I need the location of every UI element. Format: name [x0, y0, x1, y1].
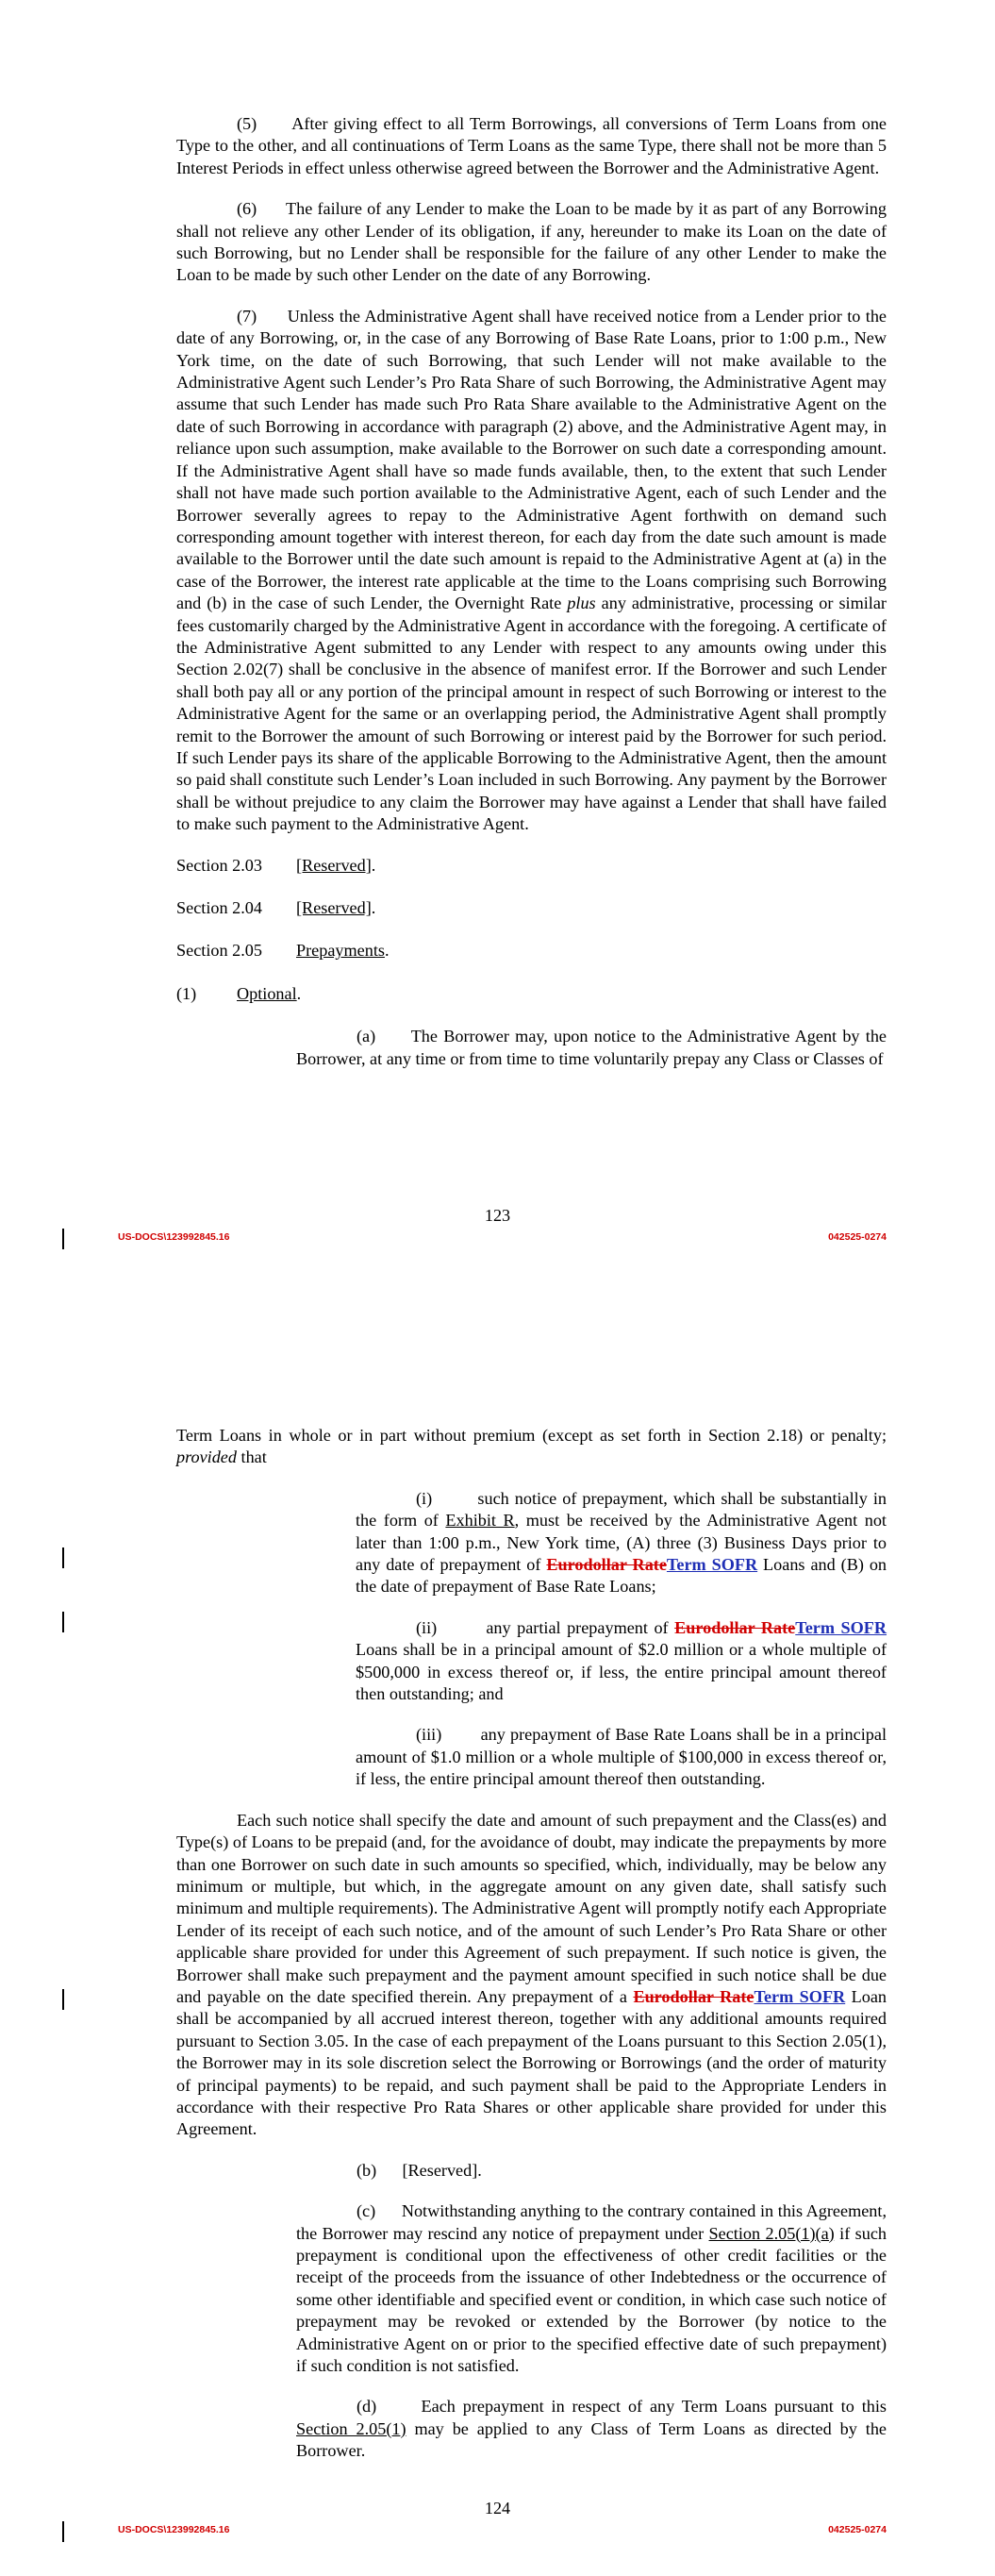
clause-label: (i): [416, 1488, 433, 1508]
deleted-text: Eurodollar Rate: [633, 1986, 755, 2006]
paragraph-d: [296, 2396, 887, 2462]
footer-matter-number: 042525-0274: [828, 1231, 887, 1243]
optional-subheading: (1) Optional.: [176, 983, 887, 1005]
inserted-text: Term SOFR: [666, 1555, 758, 1575]
clause-i: [356, 1488, 887, 1598]
subsection-title: Optional: [237, 983, 297, 1003]
page-124: [0, 1293, 995, 2576]
exhibit-reference: Exhibit R: [445, 1511, 515, 1531]
clause-label: (ii): [416, 1617, 438, 1637]
clause-text: any partial prepayment of: [486, 1617, 675, 1637]
continued-paragraph: [176, 1425, 887, 1469]
clause-text: , must be received by the Administrative Agent not later than 1:00 p.m., New York time, (A) three (3) Business Days prior to any date of prepayment of: [356, 1511, 887, 1575]
paragraph-d-text-b: may be applied to any Class of Term Loans as directed by the Borrower.: [296, 2418, 887, 2461]
paragraph-5: (5) After giving effect to all Term Borrowings, all conversions of Term Loans from one Type to the other, and all continuations of Term Loans as the same Type, there shall not be more than 5 Interest Periods in effect unless otherwise agreed between the Borrower and the Administrative Agent.: [176, 114, 887, 177]
page-number: 124: [484, 2499, 511, 2517]
paragraph-b: (b) [Reserved].: [357, 2160, 482, 2180]
clause-label: (iii): [416, 1725, 442, 1745]
clause-text: Loans shall be in a principal amount of $2.0 million or a whole multiple of $500,000 in excess thereof or, if less, the entire principal amount thereof then outstanding; and: [356, 1640, 887, 1704]
deleted-text: Eurodollar Rate: [674, 1617, 796, 1637]
section-number: Section 2.03: [176, 855, 262, 875]
change-bar: [62, 1989, 64, 2010]
inserted-text: Term SOFR: [795, 1617, 887, 1637]
inserted-text: Term SOFR: [754, 1986, 846, 2006]
clause-text: Loans and (B) on the date of prepayment of Base Rate Loans;: [356, 1555, 887, 1597]
continued-text-b: that: [236, 1447, 267, 1467]
change-bar: [62, 1612, 64, 1632]
notice-paragraph: [176, 1810, 887, 2141]
deleted-text: Eurodollar Rate: [546, 1555, 667, 1575]
paragraph-c-text-a: (c) Notwithstanding anything to the contrary contained in this Agreement, the Borrower may rescind any notice of prepayment under: [296, 2201, 887, 2243]
paragraph-7-text-b: any administrative, processing or similar fees customarily charged by the Administrative Agent in accordance with the foregoing. A certificate of the Administrative Agent submitted to any Lender with respect to any amounts owing under this Section 2.02(7) shall be conclusive in the absence of manifest error. If the Borrower and such Lender shall both pay all or any portion of the principal amount in respect of such Borrowing or interest to the Administrative Agent for the same or an overlapping period, the Administrative Agent shall promptly remit to the Borrower the amount of such Borrowing or interest paid by the Borrower for such period. If such Lender pays its share of the applicable Borrowing to the Administrative Agent, then the amount so paid shall constitute such Lender’s Loan included in such Borrowing. Any payment by the Borrower shall be without prejudice to any claim the Borrower may have against a Lender that shall have failed to make such payment to the Administrative Agent.: [176, 594, 887, 834]
clause-ii: [356, 1617, 887, 1706]
clause-iii: [356, 1724, 887, 1790]
footer-doc-id: US-DOCS\123992845.16: [118, 1231, 230, 1243]
page-body: [176, 1425, 887, 2482]
section-number: Section 2.05: [176, 941, 262, 961]
clause-text: such notice of prepayment, which shall be substantially in the form of: [356, 1488, 887, 1531]
section-title: [Reserved]: [296, 855, 372, 875]
section-reference: Section 2.05(1)(a): [708, 2223, 835, 2243]
paragraph-c: [296, 2200, 887, 2377]
page-number: 123: [484, 1206, 511, 1225]
section-title: [Reserved]: [296, 898, 372, 917]
notice-text-a: Each such notice shall specify the date and amount of such prepayment and the Class(es) and Type(s) of Loans to be prepaid (and, for the avoidance of doubt, may indicate the prepayments by more than one Borrower on such date in such amounts so specified, which, individually, may be below any minimum or multiple, but which, in the aggregate amount on any given date, shall satisfy such minimum and multiple requirements). The Administrative Agent will promptly notify each Appropriate Lender of its receipt of each such notice, and of the amount of such Lender’s Pro Rata Share or other applicable share provided for under this Agreement of such prepayment. If such notice is given, the Borrower shall make such prepayment and the payment amount specified in such notice shall be due and payable on the date specified therein. Any prepayment of a: [176, 1810, 887, 2006]
paragraph-d-text-a: (d) Each prepayment in respect of any Term Loans pursuant to this: [357, 2397, 887, 2417]
notice-text-b: Loan shall be accompanied by all accrued interest thereon, together with any additional amounts required pursuant to Section 3.05. In the case of each prepayment of the Loans pursuant to this Section 2.05(1), the Borrower may in its sole discretion select the Borrowing or Borrowings (and the order of maturity of principal payments) to be repaid, and such payment shall be paid to the Appropriate Lenders in accordance with their respective Pro Rata Shares or other applicable share provided for under this Agreement.: [176, 1986, 887, 2139]
footer-matter-number: 042525-0274: [828, 2524, 887, 2535]
change-bar: [62, 1229, 64, 1249]
section-title: Prepayments: [296, 941, 385, 961]
paragraph-a: (a) The Borrower may, upon notice to the Administrative Agent by the Borrower, at any time or from time to time voluntarily prepay any Class or Classes of: [296, 1027, 887, 1068]
change-bar: [62, 1547, 64, 1568]
section-2-03-heading: Section 2.03 [Reserved].: [176, 855, 887, 877]
provided-italic: provided: [176, 1447, 237, 1467]
paragraph-6: (6) The failure of any Lender to make the Loan to be made by it as part of any Borrowing shall not relieve any other Lender of its obligation, if any, hereunder to make its Loan on the date of such Borrowing, but no Lender shall be responsible for the failure of any other Lender to make the Loan to be made by such other Lender on the date of any Borrowing.: [176, 199, 887, 285]
plus-italic: plus: [567, 594, 596, 613]
clause-text: any prepayment of Base Rate Loans shall be in a principal amount of $1.0 million or a whole multiple of $100,000 in excess thereof or, if less, the entire principal amount thereof then outstanding.: [356, 1725, 887, 1789]
paragraph-c-text-b: if such prepayment is conditional upon the effectiveness of other credit facilities or the receipt of the proceeds from the issuance of other Indebtedness or the occurrence of some other identifiable and specified event or condition, in which case such notice of prepayment may be revoked or extended by the Borrower (by notice to the Administrative Agent on or prior to the specified effective date of such prepayment) if such condition is not satisfied.: [296, 2223, 887, 2376]
section-2-05-heading: Section 2.05 Prepayments.: [176, 940, 887, 962]
change-bar: [62, 2521, 64, 2542]
footer-doc-id: US-DOCS\123992845.16: [118, 2524, 230, 2535]
continued-text-a: Term Loans in whole or in part without premium (except as set forth in Section 2.18) or penalty;: [176, 1426, 887, 1445]
paragraph-7-text-a: (7) Unless the Administrative Agent shall have received notice from a Lender prior to the date of any Borrowing, or, in the case of any Borrowing of Base Rate Loans, prior to 1:00 p.m., New York time, on the date of such Borrowing, that such Lender will not make available to the Administrative Agent such Lender’s Pro Rata Share of such Borrowing, the Administrative Agent may assume that such Lender has made such Pro Rata Share available to the Administrative Agent on the date of such Borrowing in accordance with paragraph (2) above, and the Administrative Agent may, in reliance upon such assumption, make available to the Borrower on such date a corresponding amount. If the Administrative Agent shall have so made funds available, then, to the extent that such Lender shall not have made such portion available to the Administrative Agent, each of such Lender and the Borrower severally agrees to repay to the Administrative Agent forthwith on demand such corresponding amount together with interest thereon, for each day from the date such amount is made available to the Borrower until the date such amount is repaid to the Administrative Agent at (a) in the case of the Borrower, the interest rate applicable at the time to the Loans comprising such Borrowing and (b) in the case of such Lender, the Overnight Rate: [176, 306, 887, 613]
section-number: Section 2.04: [176, 898, 262, 917]
section-reference: Section 2.05(1): [296, 2418, 406, 2438]
section-2-04-heading: Section 2.04 [Reserved].: [176, 897, 887, 919]
page-body: [176, 113, 887, 1089]
subsection-number: (1): [176, 983, 197, 1003]
paragraph-7: [176, 306, 887, 836]
